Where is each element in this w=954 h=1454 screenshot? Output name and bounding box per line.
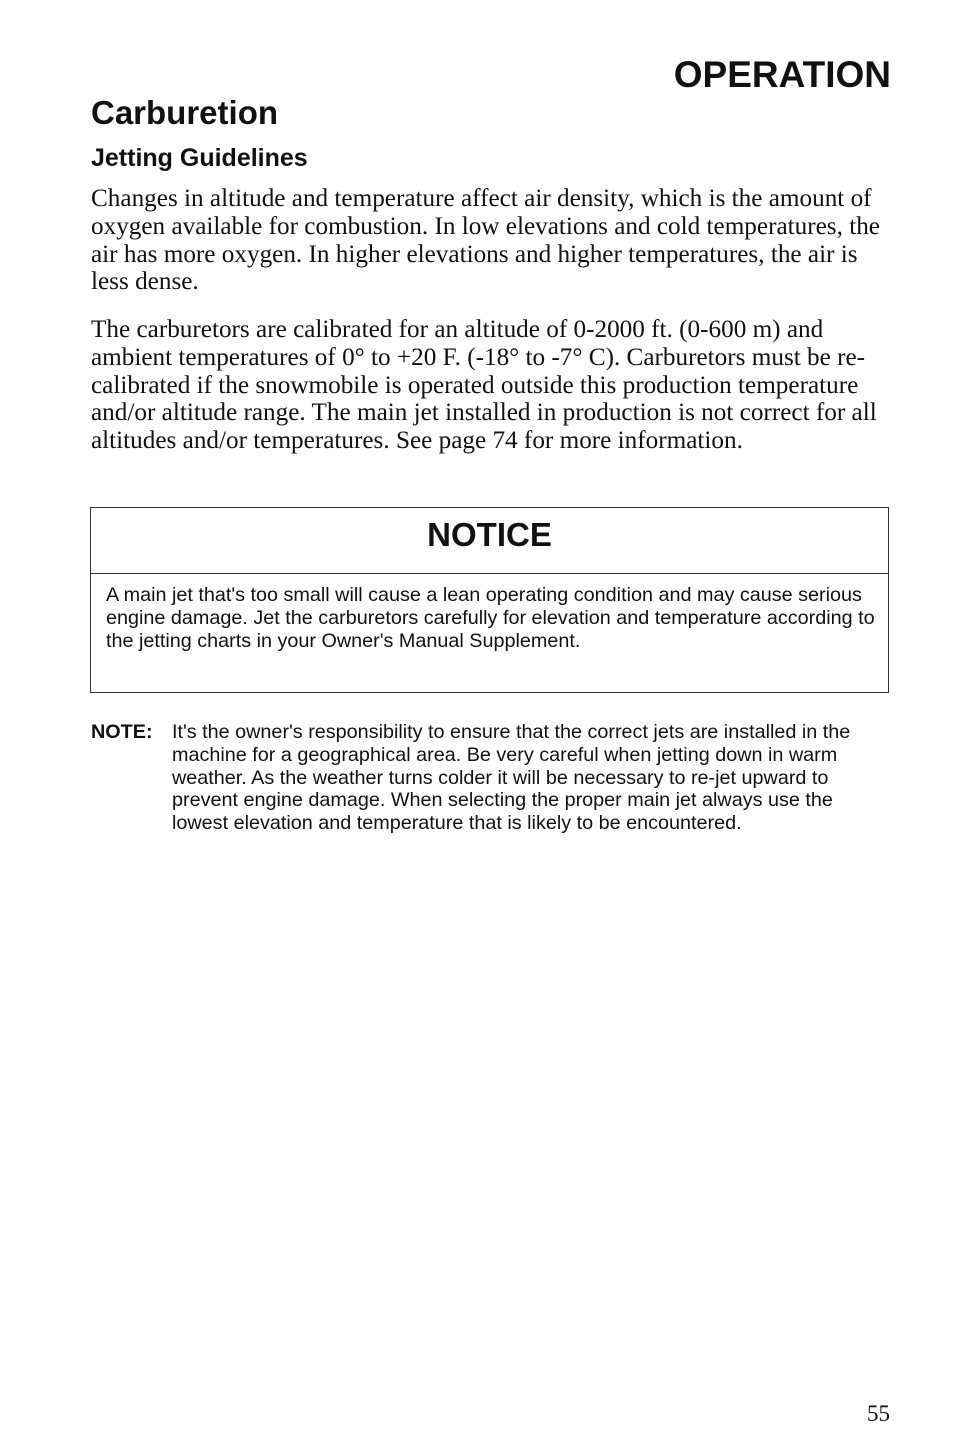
body-paragraph-calibration: The carburetors are calibrated for an altitude of 0-2000 ft. (0-600 m) and ambient temperatures of 0° to +20 F. (-18° to -7° C). Carburetors must be re-calibrated if the snowmobile is operated outside this production temperature and/or altitude range. The main jet installed in production is not correct for all altitudes and/or temperatures. See page 74 for more information. xyxy=(91,316,877,455)
body-paragraph-altitude: Changes in altitude and temperature affect air density, which is the amount of oxygen available for combustion. In low elevations and cold temperatures, the air has more oxygen. In higher elevations and higher temperatures, the air is less dense. xyxy=(91,185,880,296)
section-title: Carburetion xyxy=(91,94,279,131)
note-label: NOTE: xyxy=(91,721,153,743)
notice-heading: NOTICE xyxy=(91,508,888,574)
note-text: It's the owner's responsibility to ensure that the correct jets are installed in the machine for a geographical area. Be very careful when jetting down in warm weather. As the weather turns colder it will be necessary to re-jet upward to prevent engine damage. When selecting the proper main jet always use the lowest elevation and temperature that is likely to be encountered. xyxy=(172,721,851,835)
page-number: 55 xyxy=(867,1401,890,1426)
notice-box xyxy=(90,507,889,693)
subsection-title: Jetting Guidelines xyxy=(91,144,308,172)
notice-text: A main jet that's too small will cause a lean operating condition and may cause serious engine damage. Jet the carburetors carefully for elevation and temperature according to the jetting charts in your Owner's Manual Supplement. xyxy=(106,584,875,652)
chapter-title: OPERATION xyxy=(673,54,891,95)
